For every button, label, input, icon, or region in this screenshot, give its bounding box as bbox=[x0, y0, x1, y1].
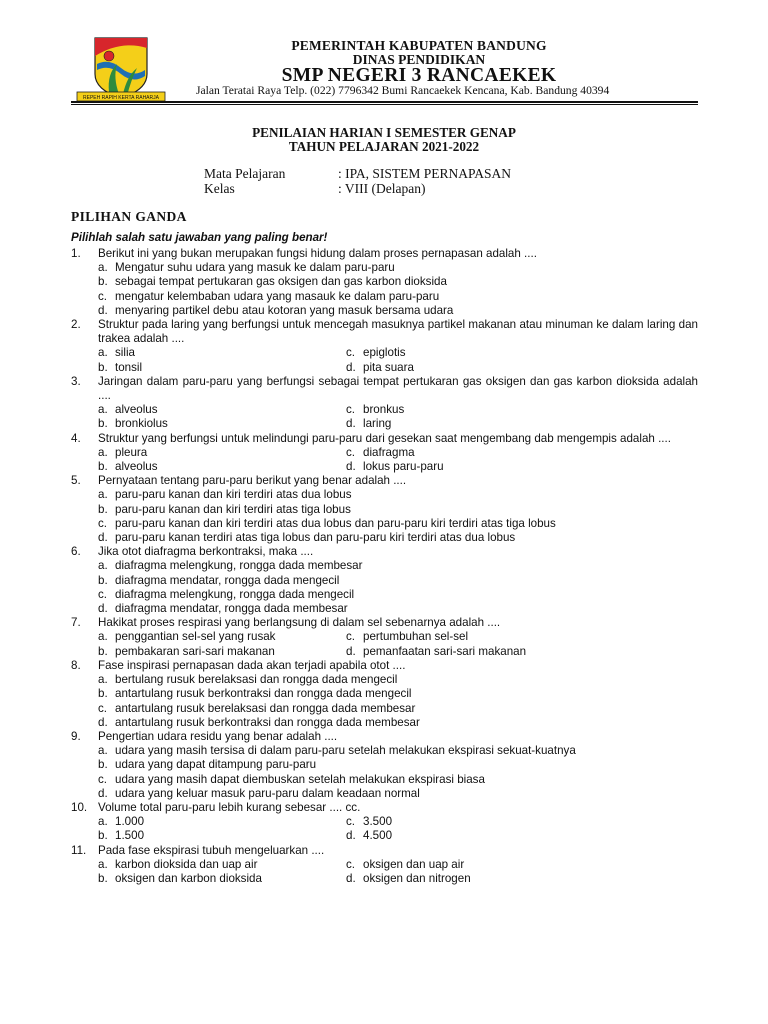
option-letter: c. bbox=[346, 815, 356, 829]
option-text: penggantian sel-sel yang rusak bbox=[115, 630, 276, 644]
option-text: bronkiolus bbox=[115, 417, 168, 431]
option-letter: a. bbox=[98, 673, 108, 687]
question-text: Berikut ini yang bukan merupakan fungsi hidung dalam proses pernapasan adalah .... bbox=[98, 247, 537, 260]
option-text: diafragma melengkung, rongga dada mengecil bbox=[115, 587, 355, 601]
answer-option bbox=[346, 446, 586, 460]
answer-option bbox=[98, 630, 346, 644]
answer-options bbox=[98, 858, 698, 886]
answer-option bbox=[98, 602, 698, 616]
answer-option bbox=[98, 503, 698, 517]
answer-options bbox=[98, 559, 698, 616]
question-item bbox=[71, 730, 698, 801]
option-text: Mengatur suhu udara yang masuk ke dalam paru-paru bbox=[115, 261, 395, 275]
option-letter: c. bbox=[98, 289, 108, 303]
answer-option bbox=[98, 417, 346, 431]
letterhead-divider-thin bbox=[71, 104, 698, 105]
question-item bbox=[71, 318, 698, 375]
answer-option bbox=[98, 361, 346, 375]
option-letter: c. bbox=[346, 857, 356, 871]
option-text: diafragma bbox=[363, 445, 415, 459]
answer-option bbox=[346, 815, 586, 829]
option-text: silia bbox=[115, 346, 135, 360]
option-letter: d. bbox=[98, 531, 108, 545]
option-letter: c. bbox=[98, 772, 108, 786]
answer-option bbox=[98, 531, 698, 545]
option-letter: b. bbox=[98, 687, 108, 701]
question-text: Jika otot diafragma berkontraksi, maka .... bbox=[98, 545, 314, 559]
question-number: 6. bbox=[71, 545, 81, 559]
question-number: 7. bbox=[71, 616, 81, 630]
letterhead-line1: PEMERINTAH KABUPATEN BANDUNG bbox=[291, 38, 547, 53]
option-letter: c. bbox=[346, 346, 356, 360]
question-item bbox=[71, 474, 698, 545]
option-text: oksigen dan nitrogen bbox=[363, 871, 471, 885]
question-number: 5. bbox=[71, 474, 81, 488]
option-letter: d. bbox=[346, 417, 356, 431]
answer-option bbox=[346, 417, 586, 431]
option-letter: c. bbox=[98, 587, 108, 601]
section-title: PILIHAN GANDA bbox=[71, 209, 187, 224]
question-text: Struktur yang berfungsi untuk melindungi paru-paru dari gesekan saat mengembang dab mengempis adalah .... bbox=[98, 431, 671, 445]
option-letter: a. bbox=[98, 445, 108, 459]
option-letter: d. bbox=[98, 715, 108, 729]
answer-option bbox=[346, 460, 586, 474]
option-letter: d. bbox=[346, 871, 356, 885]
question-item bbox=[71, 375, 698, 432]
answer-options bbox=[98, 488, 698, 545]
answer-options bbox=[98, 346, 698, 374]
question-text: Hakikat proses respirasi yang berlangsung di dalam sel sebenarnya adalah .... bbox=[98, 616, 501, 630]
option-letter: b. bbox=[98, 360, 108, 374]
option-letter: a. bbox=[98, 488, 108, 502]
answer-option bbox=[98, 687, 698, 701]
question-text: Pengertian udara residu yang benar adalah .... bbox=[98, 729, 338, 743]
option-letter: a. bbox=[98, 559, 108, 573]
letterhead-line2: DINAS PENDIDIKAN bbox=[352, 52, 486, 67]
answer-option bbox=[98, 304, 698, 318]
answer-option bbox=[98, 517, 698, 531]
option-text: bertulang rusuk berelaksasi dan rongga dada mengecil bbox=[115, 673, 398, 687]
answer-options bbox=[98, 744, 698, 801]
question-item bbox=[71, 616, 698, 659]
option-letter: a. bbox=[98, 630, 108, 644]
answer-option bbox=[346, 346, 586, 360]
answer-option bbox=[98, 744, 698, 758]
option-letter: b. bbox=[98, 644, 108, 658]
answer-option bbox=[98, 574, 698, 588]
option-text: pertumbuhan sel-sel bbox=[363, 630, 469, 644]
option-text: pemanfaatan sari-sari makanan bbox=[363, 644, 527, 658]
option-text: paru-paru kanan dan kiri terdiri atas dua lobus dan paru-paru kiri terdiri atas tiga lobus bbox=[115, 516, 556, 530]
option-text: diafragma melengkung, rongga dada membesar bbox=[115, 559, 363, 573]
option-text: antartulang rusuk berkontraksi dan rongga dada mengecil bbox=[115, 687, 412, 701]
answer-option bbox=[346, 403, 586, 417]
option-text: 4.500 bbox=[363, 829, 393, 843]
svg-text:REPEH RAPIH KERTA RAHARJA: REPEH RAPIH KERTA RAHARJA bbox=[83, 95, 159, 101]
subject-label: Mata Pelajaran bbox=[204, 166, 286, 181]
question-number: 9. bbox=[71, 729, 81, 743]
answer-option bbox=[98, 872, 346, 886]
option-letter: a. bbox=[98, 261, 108, 275]
option-text: udara yang keluar masuk paru-paru dalam keadaan normal bbox=[115, 786, 420, 800]
option-letter: c. bbox=[98, 516, 108, 530]
question-text: Struktur pada laring yang berfungsi untuk mencegah masuknya partikel makanan atau minuman ke dalam laring dan trakea adalah .... bbox=[98, 318, 698, 346]
option-letter: a. bbox=[98, 857, 108, 871]
option-text: alveolus bbox=[115, 460, 158, 474]
answer-option bbox=[98, 261, 698, 275]
option-text: sebagai tempat pertukaran gas oksigen dan gas karbon dioksida bbox=[115, 275, 447, 289]
class-value: : VIII (Delapan) bbox=[338, 181, 426, 196]
option-letter: d. bbox=[346, 829, 356, 843]
option-text: oksigen dan karbon dioksida bbox=[115, 871, 262, 885]
option-text: udara yang masih dapat diembuskan setelah melakukan ekspirasi biasa bbox=[115, 772, 485, 786]
option-letter: b. bbox=[98, 758, 108, 772]
option-letter: d. bbox=[98, 786, 108, 800]
answer-option bbox=[98, 559, 698, 573]
answer-option bbox=[98, 460, 346, 474]
answer-option bbox=[98, 403, 346, 417]
question-number: 2. bbox=[71, 318, 81, 332]
section-instruction: Pilihlah salah satu jawaban yang paling benar! bbox=[71, 231, 328, 244]
option-text: epiglotis bbox=[363, 346, 406, 360]
option-text: lokus paru-paru bbox=[363, 460, 444, 474]
question-text: Jaringan dalam paru-paru yang berfungsi sebagai tempat pertukaran gas oksigen dan gas karbon dioksida adalah .... bbox=[98, 374, 698, 403]
option-text: bronkus bbox=[363, 403, 405, 417]
option-letter: b. bbox=[98, 829, 108, 843]
option-text: karbon dioksida dan uap air bbox=[115, 857, 258, 871]
option-text: udara yang dapat ditampung paru-paru bbox=[115, 758, 317, 772]
option-letter: c. bbox=[98, 701, 108, 715]
question-item bbox=[71, 432, 698, 475]
option-letter: b. bbox=[98, 417, 108, 431]
answer-option bbox=[98, 829, 346, 843]
option-text: mengatur kelembaban udara yang masauk ke dalam paru-paru bbox=[115, 289, 440, 303]
option-text: antartulang rusuk berkontraksi dan rongga dada membesar bbox=[115, 715, 420, 729]
question-list bbox=[71, 247, 698, 886]
option-text: tonsil bbox=[115, 360, 143, 374]
answer-option bbox=[346, 858, 586, 872]
question-text: Pernyataan tentang paru-paru berikut yang benar adalah .... bbox=[98, 474, 407, 488]
question-item bbox=[71, 844, 698, 887]
option-text: alveolus bbox=[115, 403, 158, 417]
exam-title: PENILAIAN HARIAN I SEMESTER GENAP bbox=[252, 125, 516, 140]
option-text: laring bbox=[363, 417, 392, 431]
question-number: 3. bbox=[71, 374, 81, 388]
option-text: pleura bbox=[115, 445, 148, 459]
answer-option bbox=[98, 290, 698, 304]
kabupaten-bandung-logo bbox=[73, 34, 169, 104]
option-letter: b. bbox=[98, 573, 108, 587]
answer-option bbox=[98, 758, 698, 772]
question-number: 1. bbox=[71, 247, 81, 260]
answer-option bbox=[346, 872, 586, 886]
answer-options bbox=[98, 403, 698, 431]
subject-value: : IPA, SISTEM PERNAPASAN bbox=[338, 166, 512, 181]
option-text: antartulang rusuk berelaksasi dan rongga dada membesar bbox=[115, 701, 416, 715]
option-text: pita suara bbox=[363, 360, 414, 374]
answer-options bbox=[98, 261, 698, 318]
question-item bbox=[71, 801, 698, 844]
letterhead-divider-thick bbox=[71, 101, 698, 103]
option-text: 1.500 bbox=[115, 829, 145, 843]
answer-option bbox=[98, 588, 698, 602]
option-letter: a. bbox=[98, 403, 108, 417]
answer-option bbox=[98, 673, 698, 687]
answer-option bbox=[98, 815, 346, 829]
option-text: paru-paru kanan dan kiri terdiri atas tiga lobus bbox=[115, 502, 351, 516]
question-text: Volume total paru-paru lebih kurang sebesar .... cc. bbox=[98, 800, 361, 814]
option-letter: d. bbox=[98, 602, 108, 616]
option-letter: b. bbox=[98, 871, 108, 885]
option-letter: b. bbox=[98, 502, 108, 516]
option-letter: d. bbox=[346, 460, 356, 474]
option-letter: c. bbox=[346, 403, 356, 417]
answer-option bbox=[98, 346, 346, 360]
answer-option bbox=[346, 829, 586, 843]
question-item bbox=[71, 659, 698, 730]
answer-option bbox=[346, 361, 586, 375]
option-letter: d. bbox=[98, 303, 108, 317]
answer-option bbox=[98, 446, 346, 460]
option-letter: c. bbox=[346, 445, 356, 459]
option-letter: b. bbox=[98, 275, 108, 289]
option-text: menyaring partikel debu atau kotoran yang masuk bersama udara bbox=[115, 303, 454, 317]
option-letter: a. bbox=[98, 815, 108, 829]
answer-option bbox=[346, 645, 586, 659]
question-text: Fase inspirasi pernapasan dada akan terjadi apabila otot .... bbox=[98, 658, 406, 672]
question-item bbox=[71, 247, 698, 318]
answer-option bbox=[98, 773, 698, 787]
option-text: diafragma mendatar, rongga dada membesar bbox=[115, 602, 348, 616]
option-letter: d. bbox=[346, 360, 356, 374]
option-text: pembakaran sari-sari makanan bbox=[115, 644, 275, 658]
option-text: 1.000 bbox=[115, 815, 145, 829]
option-text: paru-paru kanan dan kiri terdiri atas dua lobus bbox=[115, 488, 352, 502]
question-number: 11. bbox=[71, 843, 87, 857]
option-letter: a. bbox=[98, 346, 108, 360]
option-text: paru-paru kanan terdiri atas tiga lobus dan paru-paru kiri terdiri atas dua lobus bbox=[115, 531, 516, 545]
option-letter: d. bbox=[346, 644, 356, 658]
option-text: oksigen dan uap air bbox=[363, 857, 465, 871]
option-text: udara yang masih tersisa di dalam paru-paru setelah melakukan ekspirasi sekuat-kuatnya bbox=[115, 744, 576, 758]
class-label: Kelas bbox=[204, 181, 235, 196]
answer-options bbox=[98, 630, 698, 658]
answer-option bbox=[98, 787, 698, 801]
answer-option bbox=[98, 275, 698, 289]
answer-option bbox=[98, 716, 698, 730]
school-address: Jalan Teratai Raya Telp. (022) 7796342 Bumi Rancaekek Kencana, Kab. Bandung 40394 bbox=[196, 84, 610, 97]
answer-options bbox=[98, 446, 698, 474]
question-item bbox=[71, 545, 698, 616]
question-number: 8. bbox=[71, 658, 81, 672]
question-text: Pada fase ekspirasi tubuh mengeluarkan .... bbox=[98, 843, 325, 857]
answer-option bbox=[98, 858, 346, 872]
answer-options bbox=[98, 815, 698, 843]
answer-option bbox=[98, 645, 346, 659]
answer-option bbox=[98, 702, 698, 716]
option-letter: b. bbox=[98, 460, 108, 474]
answer-option bbox=[98, 488, 698, 502]
option-text: 3.500 bbox=[363, 815, 393, 829]
school-name: SMP NEGERI 3 RANCAEKEK bbox=[281, 65, 557, 86]
exam-year: TAHUN PELAJARAN 2021-2022 bbox=[288, 139, 480, 154]
answer-option bbox=[346, 630, 586, 644]
option-letter: c. bbox=[346, 630, 356, 644]
answer-options bbox=[98, 673, 698, 730]
question-number: 10. bbox=[71, 800, 88, 814]
question-number: 4. bbox=[71, 431, 81, 445]
option-letter: a. bbox=[98, 744, 108, 758]
option-text: diafragma mendatar, rongga dada mengecil bbox=[115, 573, 340, 587]
